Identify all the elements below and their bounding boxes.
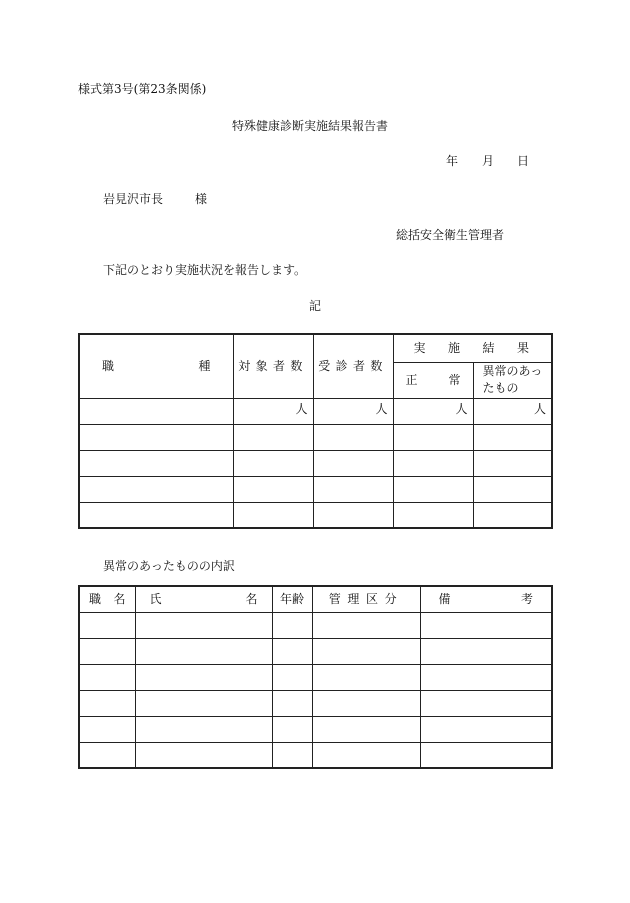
header-normal: 正 常 xyxy=(393,362,473,398)
table-cell xyxy=(79,664,135,690)
header-examined-count: 受診者数 xyxy=(313,334,393,398)
table-cell xyxy=(79,716,135,742)
table-cell xyxy=(420,690,552,716)
table-cell xyxy=(312,612,420,638)
section2-title: 異常のあったものの内訳 xyxy=(103,559,235,573)
header-remarks: 備 考 xyxy=(420,586,552,612)
header-age: 年齢 xyxy=(272,586,312,612)
table-cell xyxy=(79,502,233,528)
date-month: 月 xyxy=(482,154,495,168)
table-cell xyxy=(420,612,552,638)
sender-title: 総括安全衛生管理者 xyxy=(396,228,505,242)
table-cell xyxy=(420,638,552,664)
results-table xyxy=(78,333,553,529)
table-cell xyxy=(420,742,552,768)
table-cell xyxy=(79,450,233,476)
table-cell xyxy=(473,424,552,450)
addressee: 岩見沢市長 xyxy=(103,192,164,206)
table-cell xyxy=(473,476,552,502)
table-cell xyxy=(393,424,473,450)
table-cell xyxy=(272,638,312,664)
table-cell xyxy=(420,664,552,690)
document-title: 特殊健康診断実施結果報告書 xyxy=(232,119,389,133)
table-cell xyxy=(233,476,313,502)
header-position: 職 名 xyxy=(79,586,135,612)
table-cell xyxy=(79,638,135,664)
ki-mark: 記 xyxy=(309,299,322,313)
header-abnormal: 異常のあったもの xyxy=(473,362,552,398)
table-cell xyxy=(272,612,312,638)
table-cell xyxy=(79,424,233,450)
table-cell xyxy=(79,742,135,768)
table-cell xyxy=(79,476,233,502)
header-name: 氏 名 xyxy=(135,586,272,612)
table-cell xyxy=(135,638,272,664)
table-cell xyxy=(473,502,552,528)
table-cell xyxy=(312,716,420,742)
table-cell xyxy=(135,716,272,742)
header-job-type: 職 種 xyxy=(79,334,233,398)
unit-target: 人 xyxy=(233,398,313,424)
table-cell xyxy=(135,742,272,768)
addressee-honorific: 様 xyxy=(195,192,208,206)
table-cell xyxy=(312,664,420,690)
table-cell xyxy=(393,450,473,476)
table-cell xyxy=(272,742,312,768)
table-cell xyxy=(313,502,393,528)
form-number: 様式第3号(第23条関係) xyxy=(78,82,207,96)
table-cell xyxy=(473,450,552,476)
table-cell xyxy=(313,424,393,450)
table-cell xyxy=(312,690,420,716)
unit-normal: 人 xyxy=(393,398,473,424)
header-target-count: 対象者数 xyxy=(233,334,313,398)
abnormal-details-table xyxy=(78,585,553,769)
unit-examined: 人 xyxy=(313,398,393,424)
table-cell xyxy=(393,476,473,502)
table-cell xyxy=(233,502,313,528)
intro-text: 下記のとおり実施状況を報告します。 xyxy=(103,263,307,277)
table-cell xyxy=(393,502,473,528)
table-cell xyxy=(312,638,420,664)
row1-job xyxy=(79,398,233,424)
table-cell xyxy=(420,716,552,742)
header-management-class: 管理区分 xyxy=(312,586,420,612)
unit-abnormal: 人 xyxy=(473,398,552,424)
table-cell xyxy=(79,690,135,716)
table-cell xyxy=(313,450,393,476)
table-cell xyxy=(272,716,312,742)
date-day: 日 xyxy=(517,154,530,168)
table-cell xyxy=(272,664,312,690)
table-cell xyxy=(272,690,312,716)
table-cell xyxy=(135,612,272,638)
table-cell xyxy=(233,424,313,450)
table-cell xyxy=(135,690,272,716)
table-cell xyxy=(312,742,420,768)
header-results: 実 施 結 果 xyxy=(393,334,552,362)
table-cell xyxy=(135,664,272,690)
table-cell xyxy=(79,612,135,638)
table-cell xyxy=(233,450,313,476)
table-cell xyxy=(313,476,393,502)
date-year: 年 xyxy=(446,154,459,168)
